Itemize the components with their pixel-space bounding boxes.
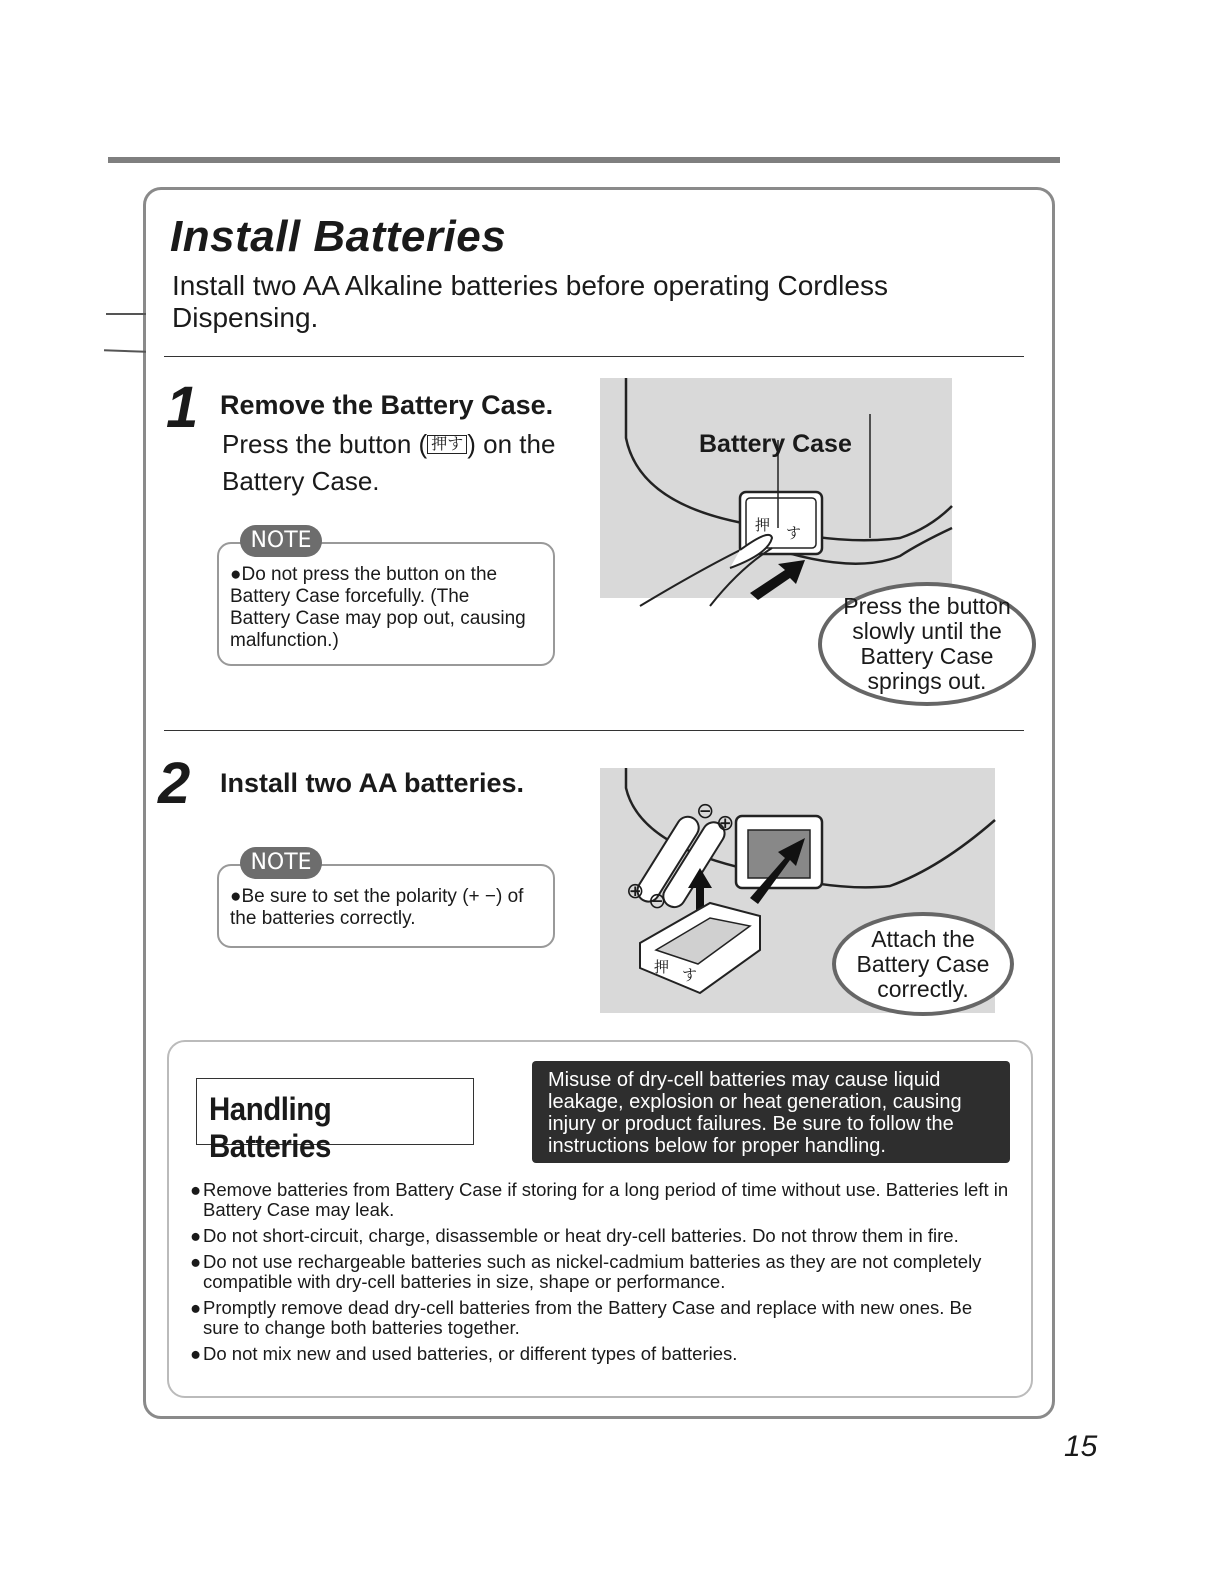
list-item: [190, 1226, 1010, 1246]
bullet-mark: ●: [190, 1297, 202, 1318]
note-text: ●Do not press the button on the Battery Case forcefully. (The Battery Case may pop out, causing malfunction.): [230, 564, 526, 651]
handling-title: Handling Batteries: [209, 1091, 332, 1164]
minus-sign: ⊖: [648, 888, 667, 913]
bullet-mark: ●: [190, 1179, 202, 1200]
plus-sign: ⊕: [716, 810, 735, 835]
divider: [164, 356, 1024, 357]
list-item-text: Promptly remove dead dry-cell batteries from the Battery Case and replace with new ones. Be sure to change both batteries together.: [203, 1297, 973, 1338]
section-tab-line: [106, 313, 146, 315]
case-glyph: 押: [654, 959, 670, 976]
figure-background: [600, 378, 952, 598]
list-item: [190, 1180, 1010, 1220]
case-glyph: す: [786, 525, 802, 542]
bullet-mark: ●: [190, 1343, 202, 1364]
page-title: Install Batteries: [170, 212, 507, 261]
plus-sign: ⊕: [626, 878, 645, 903]
page-number: 15: [1064, 1430, 1098, 1463]
list-item: [190, 1252, 1010, 1292]
callout-press-slowly: Press the button slowly until the Battery Case springs out.: [818, 582, 1036, 706]
step-number: 1: [166, 375, 199, 440]
section-tab-line: [104, 349, 146, 352]
list-item: [190, 1298, 1010, 1338]
list-item-text: Remove batteries from Battery Case if storing for a long period of time without use. Batteries left in Battery Case may leak.: [203, 1179, 1009, 1220]
step-instruction: [222, 428, 582, 497]
battery-case-label: Battery Case: [699, 430, 852, 458]
step-heading: Install two AA batteries.: [220, 768, 525, 798]
bullet-mark: ●: [190, 1251, 202, 1272]
list-item: [190, 1344, 1010, 1364]
list-item-text: Do not use rechargeable batteries such as nickel-cadmium batteries as they are not completely compatible with dry-cell batteries in size, shape or performance.: [203, 1251, 982, 1292]
step-instruction-part: Press the button (: [222, 429, 428, 459]
handling-list: [190, 1180, 1010, 1370]
note-text: ●Be sure to set the polarity (+ −) of the batteries correctly.: [230, 886, 524, 929]
bullet-mark: ●: [190, 1225, 202, 1246]
divider: [164, 730, 1024, 731]
handling-title-box: [196, 1078, 474, 1164]
note-badge: NOTE: [240, 525, 322, 557]
step-heading: Remove the Battery Case.: [220, 390, 554, 420]
note-badge: NOTE: [240, 847, 322, 879]
step-instruction-part: ) on the Battery Case.: [222, 429, 556, 496]
step-number: 2: [158, 751, 191, 816]
callout-attach-case: Attach the Battery Case correctly.: [832, 912, 1014, 1016]
top-rule: [108, 157, 1060, 163]
list-item-text: Do not short-circuit, charge, disassemble or heat dry-cell batteries. Do not throw them in fire.: [203, 1225, 959, 1246]
intro-text: Install two AA Alkaline batteries before operating Cordless Dispensing.: [172, 270, 888, 333]
case-glyph: す: [682, 967, 698, 984]
case-glyph: 押: [755, 517, 771, 534]
minus-sign: ⊖: [696, 798, 715, 823]
push-button-glyph: 押す: [427, 435, 467, 454]
list-item-text: Do not mix new and used batteries, or different types of batteries.: [203, 1343, 738, 1364]
warning-box: Misuse of dry-cell batteries may cause liquid leakage, explosion or heat generation, causing injury or product failures. Be sure to follow the instructions below for proper handling.: [532, 1061, 1010, 1163]
